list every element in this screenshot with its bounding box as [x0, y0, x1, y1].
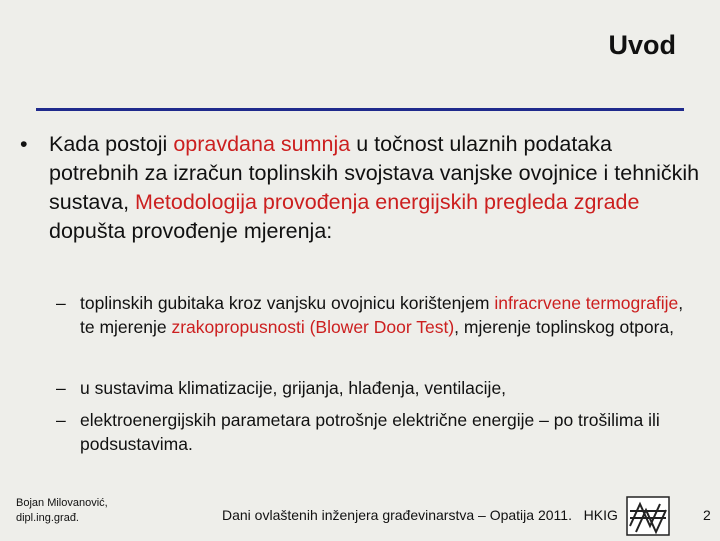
- footer-author: [16, 496, 108, 526]
- org-name: HKIG: [583, 507, 618, 523]
- sub-bullet-text: [80, 376, 696, 400]
- main-bullet-highlight: opravdana sumnja: [173, 132, 351, 156]
- sub-bullet-part: toplinskih gubitaka kroz vanjsku ovojnicu korištenjem: [80, 293, 495, 313]
- title-divider: [36, 108, 684, 111]
- page-number: 2: [703, 507, 711, 523]
- sub-bullet-highlight: zrakopropusnosti (Blower Door Test): [171, 317, 455, 337]
- sub-bullet-text: [80, 291, 696, 339]
- main-bullet-part: u točnost ulaznih podataka potrebnih za izračun toplinskih svojstava vanjske ovojnice i tehničkih sustava,: [49, 132, 700, 214]
- event-name: Dani ovlaštenih inženjera građevinarstva – Opatija 2011.: [222, 507, 572, 523]
- author-name: Bojan Milovanović,: [16, 497, 108, 509]
- bullet-marker: •: [20, 132, 28, 156]
- sub-bullet-part: u sustavima klimatizacije, grijanja, hlađenja, ventilacije,: [80, 378, 507, 398]
- sub-bullet-part: , te mjerenje: [80, 293, 684, 337]
- sub-bullet-text: [80, 408, 696, 456]
- dash-marker: –: [56, 378, 66, 398]
- author-title: dipl.ing.građ.: [16, 512, 79, 524]
- sub-bullet-part: elektroenergijskih parametara potrošnje električne energije – po trošilima ili podsustavima.: [80, 410, 660, 454]
- sub-bullet-part: , mjerenje toplinskog otpora,: [454, 317, 674, 337]
- sub-bullet-highlight: infracrvene termografije: [494, 293, 679, 313]
- main-bullet-text: [49, 130, 700, 246]
- main-bullet-highlight: Metodologija provođenja energijskih pregleda zgrade: [135, 190, 640, 214]
- main-bullet-part: dopušta provođenje mjerenja:: [49, 219, 333, 243]
- sub-bullet: [56, 291, 696, 339]
- footer-event: [222, 507, 618, 523]
- slide-title: Uvod: [608, 30, 676, 60]
- dash-marker: –: [56, 293, 66, 313]
- sub-bullet: [56, 408, 696, 456]
- dash-marker: –: [56, 410, 66, 430]
- main-bullet: [20, 130, 700, 246]
- sub-bullet: [56, 376, 696, 400]
- main-bullet-part: Kada postoji: [49, 132, 174, 156]
- hkig-logo-icon: [626, 496, 670, 536]
